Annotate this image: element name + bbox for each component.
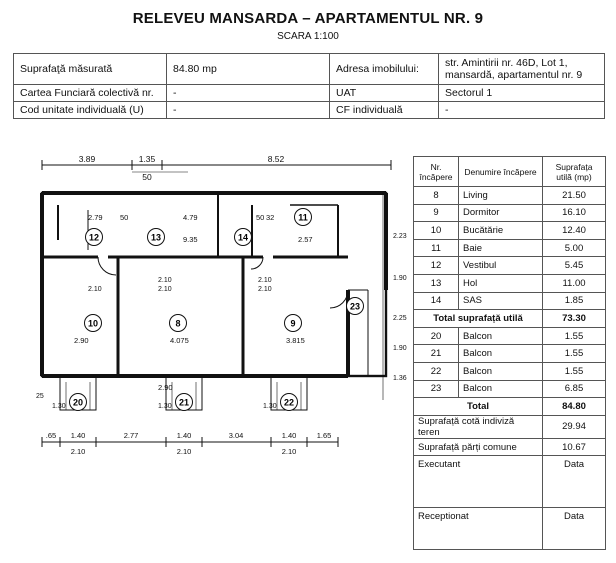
dim-label: 3.815 — [286, 336, 305, 345]
dim-label: 1.30 — [52, 403, 66, 410]
floor-plan — [8, 150, 408, 460]
right-dim: 1.90 — [393, 345, 407, 352]
right-dim: 2.23 — [393, 233, 407, 240]
room-number-label: 13 — [150, 232, 162, 243]
bottom-dim: 1.40 — [281, 431, 297, 440]
header-area: Suprafața utilă (mp) — [543, 157, 606, 187]
room-number-label: 10 — [87, 318, 99, 329]
bottom-dim: 2.77 — [123, 431, 139, 440]
room-number-label: 8 — [175, 318, 181, 329]
bottom-dim: 1.65 — [316, 431, 332, 440]
cf-ind-value: - — [439, 102, 605, 119]
bottom-dim: 1.40 — [70, 431, 86, 440]
dim-label: 2.57 — [298, 235, 313, 244]
scale-label: SCARA 1:100 — [277, 31, 339, 42]
header-name: Denumire încăpere — [459, 157, 543, 187]
page-title: RELEVEU MANSARDA – APARTAMENTUL NR. 9 — [132, 10, 484, 27]
dim-label: 50 — [120, 213, 129, 222]
grand-total-row: Total 84.80 — [414, 398, 606, 416]
dim-label: 2.10 — [158, 286, 172, 293]
dim-label: 4.79 — [183, 213, 198, 222]
room-number-label: 12 — [88, 232, 100, 243]
room-number-label: 9 — [290, 318, 296, 329]
receptionat-row: Receptionat Data — [414, 508, 606, 550]
table-row: 13 Hol 11.00 — [414, 274, 606, 292]
dim-label: 2.10 — [88, 286, 102, 293]
bottom-sub-dim: 2.10 — [176, 447, 192, 456]
cf-coll-label: Cartea Funciară colectivă nr. — [14, 85, 167, 102]
room-number-label: 21 — [178, 397, 190, 408]
dim-label: 2.10 — [158, 277, 172, 284]
room-number-label: 11 — [298, 212, 308, 223]
surface-value: 84.80 mp — [167, 54, 330, 85]
address-label: Adresa imobilului: — [330, 54, 439, 85]
rooms-table — [413, 156, 606, 550]
top-dim: 1.35 — [138, 154, 156, 164]
table-row: 14 SAS 1.85 — [414, 292, 606, 310]
address-value: str. Amintirii nr. 46D, Lot 1, mansardă, apartamentul nr. 9 — [439, 54, 605, 85]
surface-label: Suprafaţă măsurată — [14, 54, 167, 85]
info-table — [13, 53, 605, 119]
room-number-label: 14 — [237, 232, 249, 243]
uat-value: Sectorul 1 — [439, 85, 605, 102]
cod-value: - — [167, 102, 330, 119]
cf-coll-value: - — [167, 85, 330, 102]
bottom-sub-dim: 2.10 — [70, 447, 86, 456]
dim-label: 2.79 — [88, 213, 103, 222]
table-row: 23 Balcon 6.85 — [414, 380, 606, 398]
uat-label: UAT — [330, 85, 439, 102]
land-row: Suprafață cotă indiviză teren 29.94 — [414, 415, 606, 438]
dim-label: 2.90 — [158, 383, 173, 392]
dim-label: 4.075 — [170, 336, 189, 345]
util-total-row: Total suprafață utilă 73.30 — [414, 310, 606, 328]
dim-label: 32 — [266, 213, 275, 222]
top-dim: 3.89 — [78, 154, 96, 164]
executant-row: Executant Data — [414, 456, 606, 508]
dim-label: 50 — [256, 213, 265, 222]
table-row: 22 Balcon 1.55 — [414, 362, 606, 380]
dim-label: 9.35 — [183, 235, 198, 244]
dim-label: 1.30 — [158, 403, 172, 410]
bottom-dim: 1.40 — [176, 431, 192, 440]
top-sub-dim: 50 — [142, 172, 152, 182]
right-dim: 1.90 — [393, 275, 407, 282]
bottom-sub-dim: 2.10 — [281, 447, 297, 456]
dim-label: 2.10 — [258, 286, 272, 293]
table-row: 21 Balcon 1.55 — [414, 345, 606, 363]
table-row: 12 Vestibul 5.45 — [414, 257, 606, 275]
table-row: 11 Baie 5.00 — [414, 239, 606, 257]
dim-label: 1.30 — [263, 403, 277, 410]
bottom-dim: .65 — [45, 431, 57, 440]
common-row: Suprafață părți comune 10.67 — [414, 438, 606, 456]
table-row: 9 Dormitor 16.10 — [414, 204, 606, 222]
room-number-label: 23 — [349, 301, 361, 312]
table-row: 8 Living 21.50 — [414, 187, 606, 205]
table-row: 20 Balcon 1.55 — [414, 327, 606, 345]
room-number-label: 20 — [72, 397, 84, 408]
bottom-dim: 3.04 — [228, 431, 244, 440]
header-nr: Nr. încăpere — [414, 157, 459, 187]
right-dim: 1.36 — [393, 375, 407, 382]
room-number-label: 22 — [283, 397, 295, 408]
dim-label: 2.10 — [258, 277, 272, 284]
right-dim: 2.25 — [393, 315, 407, 322]
table-row: 10 Bucătărie 12.40 — [414, 222, 606, 240]
room-labels — [70, 209, 364, 411]
dim-label: 2.90 — [74, 336, 89, 345]
top-dim: 8.52 — [267, 154, 285, 164]
cod-label: Cod unitate individuală (U) — [14, 102, 167, 119]
dim-label: 25 — [36, 393, 44, 400]
cf-ind-label: CF individuală — [330, 102, 439, 119]
